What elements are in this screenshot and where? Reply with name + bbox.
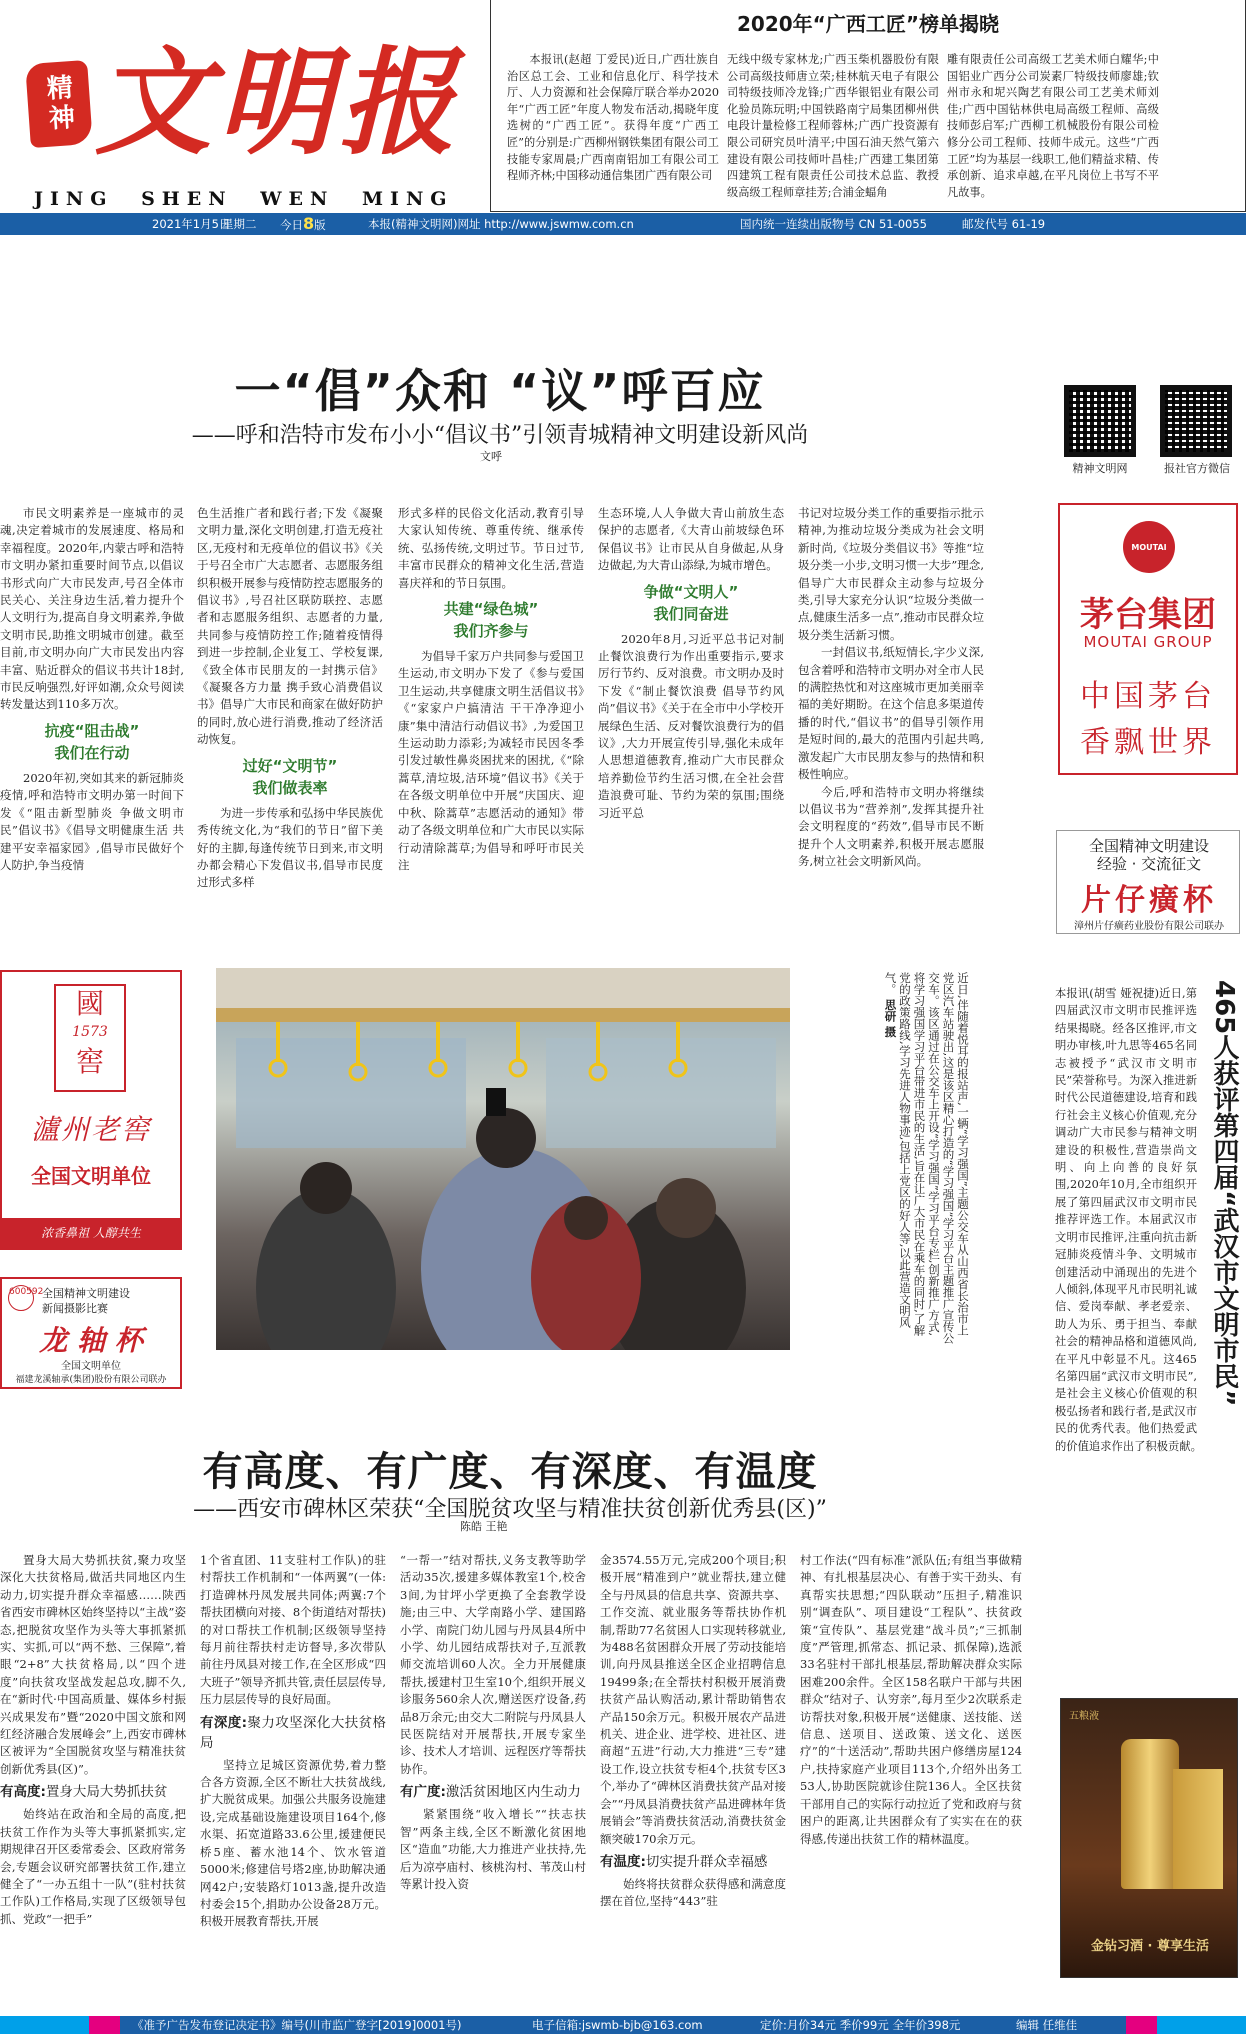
story1-sub-heading-2: 过好“文明节” 我们做表率 — [242, 756, 338, 797]
ad-luzhou — [0, 970, 182, 1250]
footer-ad-reg: 《准予广告发布登记决定书》编号(川市监广登字[2019]0001号) — [132, 2018, 462, 2032]
ad-pianzai — [1056, 830, 1240, 934]
longzhou-honor: 全国文明单位 — [61, 1361, 121, 1372]
story1-byline: 文呼 — [480, 450, 502, 463]
luzhou-brand: 瀘州老窖 — [30, 1113, 151, 1146]
ad-longzhou — [0, 1277, 182, 1389]
issue-date: 2021年1月5日 — [152, 217, 231, 231]
masthead-seal — [25, 60, 93, 148]
story2-col-2: 1个省直团、11支驻村工作队)的驻村帮扶工作机制和“一体两翼”(一体:打造碑林丹凤发展共同体;两翼:7个帮扶团横向对接、8个街道结对帮扶)的对口帮扶工作机制;区级领导坚持每月前往帮扶村走访督导,多次带队前往丹凤县对接工作,在全区形成“四大班子”领导齐抓共管,责任层层传导,压力层层传导的良好局面。 有深度:聚力攻坚深化大扶贫格局 坚持立足城区资源优势,着力整合各方资源,全区不断壮大扶贫战线,扩大脱贫成果。加强公共服务设施建设,完成基础设施建设项目164个,修水渠、拓宽道路33.6公里,援建便民桥5座、蓄水池14个、饮水管道5000米;修建信号塔2座,协助解决通网42户;安装路灯1013盏,提升改造村委会15个,捐助办公设备28万元。积极开展教育帮扶,开展 — [200, 1553, 386, 1929]
ad-moutai — [1058, 503, 1238, 775]
pianzai-name: 片仔癀杯 — [1081, 883, 1217, 918]
masthead-title: 文明报 — [95, 35, 461, 171]
footer-editor: 编辑 任维佳 — [1016, 2018, 1078, 2032]
pianzai-line-2: 经验 · 交流征文 — [1096, 855, 1202, 873]
longzhou-line-2: 新闻摄影比赛 — [42, 1302, 108, 1315]
cn-number: 国内统一连续出版物号 CN 51-0055 — [740, 217, 927, 231]
sidebar-wuhan-title: 465人获评第四届“武汉市文明市民” — [1209, 980, 1239, 1407]
longzhou-name: 龙 轴 杯 — [39, 1324, 143, 1357]
liquor-tag: 五粮液 — [1069, 1711, 1099, 1722]
story2-sub-heading-4: 有温度:切实提升群众幸福感 — [600, 1853, 768, 1870]
sidebar-wuhan-text: 本报讯(胡雪 娅祝捷)近日,第四届武汉市文明市民推评选结果揭晓。经各区推评,市文明办审核,叶九思等465名同志被授予“武汉市文明市民”荣誉称号。为深入推进新时代公民道德建设,培育和践行社会主义核心价值观,充分调动广大市民参与精神文明建设的积极性,营造崇尚文明、向上向善的良好氛围,2020年10月,全市组织开展了第四届武汉市文明市民推荐评选工作。本届武汉市文明市民推评,注重向抗击新冠肺炎疫情斗争、文明城市创建活动中涌现出的先进个人倾斜,体现平凡市民明礼诚信、爱岗奉献、孝老爱亲、助人为乐、勇于担当、奉献社会的精神品格和道德风尚,在平凡中彰显不凡。这465名第四届“武汉市文明市民”,是社会主义核心价值观的积极弘扬者和践行者,是武汉市民的优秀代表。他们热爱武 — [1055, 987, 1197, 1436]
photo-credit: 思研 摄 — [883, 998, 898, 1038]
moutai-emblem: MOUTAI — [1123, 521, 1175, 573]
story1-subtitle: ——呼和浩特市发布小小“倡议书”引领青城精神文明建设新风尚 — [191, 423, 809, 448]
pianzai-company: 漳州片仔癀药业股份有限公司联办 — [1074, 921, 1224, 932]
longzhou-logo: 600592 — [8, 1285, 34, 1311]
luzhou-band: 浓香鼻祖 人醇共生 — [2, 1218, 180, 1248]
pianzai-line-1: 全国精神文明建设 — [1088, 837, 1209, 855]
masthead-pinyin: JING SHEN WEN MING — [34, 188, 454, 210]
luzhou-honor: 全国文明单位 — [31, 1164, 151, 1188]
top-news-col-3: 雕有限责任公司高级工艺美术师白耀华;中国铝业广西分公司炭素厂特级技师廖雄;钦州市永和坭兴陶艺有限公司工艺美术师刘佳;广西中国钻林供电局高级工程师、高级技师彭启军;广西柳工机械股份有限公司检修分公司工程师、技师牛成元。这些“广西工匠”均为基层一线职工,他们精益求精、传承创新、追求卓越,在平凡岗位上书写不平凡故事。 — [947, 53, 1159, 199]
moutai-slogan-2: 香飘世界 — [1080, 725, 1216, 760]
story1-col-3: 形式多样的民俗文化活动,教育引导大家认知传统、尊重传统、继承传统、弘扬传统,文明过节。节日过节,丰富市民群众的精神文化生活,营造喜庆祥和的节日氛围。 共建“绿色城” 我们齐参与 为倡导千家万户共同参与爱国卫生运动,市文明办下发了《参与爱国卫生运动,共享健康文明生活倡议书》《“家家户户搞清洁 干干净净迎小康”集中清洁行动倡议书》,为爱国卫生运动助力添彩;为减轻市民因冬季引发过敏性鼻炎困扰来的困扰,《“除蒿草,清垃圾,洁环境”倡议书》《关于在各级文明单位中开展“庆国庆、迎中秋、除蒿草”志愿活动的通知》带动了各级文明单位和广大市民以实际行动清除蒿草;为倡导和呼吁市民关注 — [398, 506, 584, 872]
story1-col-5: 书记对垃圾分类工作的重要指示批示精神,为推动垃圾分类成为社会文明新时尚,《垃圾分类倡议书》等推“垃圾分类一小步,文明习惯一大步”理念,倡导广大市民群众主动参与垃圾分类,引导大家充分认识“垃圾分类做一点,健康生活多一点”,推动市民群众垃圾分类生活新习惯。 一封倡议书,纸短情长,字少义深,包含着呼和浩特市文明办对全市人民的满腔热忱和对这座城市更加美丽幸福的美好期盼。在这个信息多渠道传播的时代,“倡议书”的倡导引领作用是短时间的,最大的范围内引起共鸣,激发起广大市民朋友参与的热情和积极性响应。 今后,呼和浩特市文明办将继续以倡议书为“营养剂”,发挥其提升社会文明程度的“药效”,倡导市民不断提升个人文明素养,积极开展志愿服务,树立社会文明新风尚。 — [798, 506, 984, 869]
story2-sub-heading-1: 有高度:置身大局大势抓扶贫 — [0, 1784, 168, 1801]
story2-title: 有高度、有广度、有深度、有温度 — [202, 1449, 818, 1495]
story1-col-1: 市民文明素养是一座城市的灵魂,决定着城市的发展速度、格局和幸福程度。2020年,内蒙古呼和浩特市文明办紧扣重要时间节点,以倡议书形式向广大市民发声,号召全体市民关心、关注身边生活,着力提升个人文明行为,提高自身文明素养,争做文明市民,助推文明城市创建。截至目前,市文明办向广大市民发出内容丰富、贴近群众的倡议书共计18封,市民反响强烈,好评如潮,众众号阅读转发量达到110多万次。 抗疫“阻击战” 我们在行动 2020年初,突如其来的新冠肺炎疫情,呼和浩特市文明办第一时间下发《“阻击新型肺炎 争做文明市民”倡议书》《倡导文明健康生活 共建平安幸福家园》,倡导市民做好个人防护,争当疫情 — [0, 506, 184, 872]
liquor-box — [1173, 1769, 1223, 1889]
top-news-col-2: 无线中级专家林龙;广西玉柴机器股份有限公司高级技师唐立荣;桂林航天电子有限公司特级技师冷龙锋;广西华银铝业有限公司化验员陈玩明;中国铁路南宁局集团柳州供电段计量检修工程师蓉林;广西广投资源有限公司研究员叶清平;中国石油天然气第六建设有限公司技师叶昌桂;广西建工集团第四建筑工程有限责任公司技术总监、教授级高级工程师章挂芳;合浦金蝠角 — [727, 53, 939, 199]
website-url[interactable]: 本报(精神文明网)网址 http://www.jswmw.com.cn — [368, 217, 634, 231]
story1-sub-heading-4: 争做“文明人” 我们同奋进 — [643, 582, 739, 623]
longzhou-line-1: 全国精神文明建设 — [42, 1287, 130, 1300]
sidebar-wuhan-text-cont: 的价值追求作出了积极贡献。 — [1055, 1440, 1202, 1453]
footer-price: 定价:月价34元 季价99元 全年价398元 — [760, 2018, 961, 2032]
photo-caption-text: 近日,伴随着悦耳的报站声,一辆“学习强国”主题公交车从山西省长治市上党区汽车站驶出,这是该区精心打造的“学习强国”学习平台主题推广宣传公交车。该区通过在公交车上开设“学习强国”学习平台专栏,创新推广方式,将学习强国学习平台带进市民的生活,旨在让广大市民在乘车的同时,了解党的政策路线,学习先进人物事迹,包括上党区的好人等,以此营造文明风气。 — [883, 972, 970, 1344]
qr-left-label: 精神文明网 — [1072, 462, 1128, 475]
seal-text: 精神 — [41, 73, 76, 136]
issue-weekday: 星期二 — [222, 217, 257, 231]
qr-left — [1064, 385, 1136, 457]
story1-sub-heading-3: 共建“绿色城” 我们齐参与 — [443, 600, 539, 641]
post-code: 邮发代号 61-19 — [962, 217, 1046, 231]
story2-byline: 陈皓 王艳 — [460, 1520, 508, 1533]
top-news-box — [490, 0, 1246, 212]
story2-col-4: 金3574.55万元,完成200个项目;积极开展“精准到户”就业帮扶,建立健全与丹凤县的信息共享、资源共享、工作交流、就业服务等帮扶协作机制,帮助77名贫困人口实现转移就业,为488名贫困群众开展了劳动技能培训,向丹凤县推送全区企业招聘信息19499条;在全帮扶村积极开展消费扶贫产品认购活动,累计帮助销售农产品150余万元。积极开展农产品进机关、进企业、进学校、进社区、进商超“五进”行动,大力推进“三专”建设工作,设立扶贫专柜4个,扶贫专区3个,举办了“碑林区消费扶贫产品对接会”“丹凤县消费扶贫产品进碑林年货展销会”等消费扶贫活动,消费扶贫金额突破170余万元。 有温度:切实提升群众幸福感 始终将扶贫群众获得感和满意度摆在首位,坚持“443”驻 — [600, 1553, 786, 1909]
top-news-col-1: 本报讯(赵超 丁爱民)近日,广西壮族自治区总工会、工业和信息化厅、科学技术厅、人力资源和社会保障厅联合举办2020年“广西工匠”年度人物发布活动,揭晓年度选树的“广西工匠”。获得年度“广西工匠”的分别是:广西柳州钢铁集团有限公司工技能专家周晨;广西南南铝加工有限公司工程师齐林;中国移动通信集团广西有限公司 — [507, 53, 719, 183]
photo-caption — [820, 972, 970, 1344]
bus-photo-svg — [216, 968, 790, 1350]
story1-sub-heading-1: 抗疫“阻击战” 我们在行动 — [44, 721, 140, 762]
qr-right-label: 报社官方微信 — [1164, 462, 1230, 475]
luzhou-seal-bottom: 窖 — [75, 1045, 104, 1078]
story2-sub-heading-2: 有深度:聚力攻坚深化大扶贫格局 — [200, 1714, 386, 1751]
luzhou-seal-year: 1573 — [72, 1024, 108, 1040]
longzhou-company: 福建龙溪轴承(集团)股份有限公司联办 — [15, 1375, 167, 1385]
story1-col-4: 生态环境,人人争做大青山前放生态保护的志愿者,《大青山前坡绿色环保倡议书》让市民从自身做起,从身边做起,为大青山添绿,为城市增色。 争做“文明人” 我们同奋进 2020年8月,习近平总书记对制止餐饮浪费行为作出重要指示,要求厉行节约、反对浪费。市文明办及时下发《“制止餐饮浪费 倡导节约风尚”倡议书》《关于在全市中小学校开展绿色生活、反对餐饮浪费行为的倡议》,大力开展宣传引导,强化未成年人思想道德教育,推动广大市民群众培养勤俭节约生活习惯,在全社会营造浪费可耻、节约为荣的氛围;围绕习近平总 — [598, 506, 784, 820]
liquor-bottle — [1121, 1739, 1179, 1889]
footer-email[interactable]: 电子信箱:jswmb-bjb@163.com — [532, 2018, 703, 2032]
moutai-name-cn: 茅台集团 — [1080, 595, 1216, 635]
story2-col-1: 置身大局大势抓扶贫,聚力攻坚深化大扶贫格局,做活共同地区内生动力,切实提升群众幸福感……陕西省西安市碑林区始终坚持以“主战”姿态,把脱贫攻坚作为头等大事抓紧抓实、实抓,可以“两不愁、三保障”,着眼“2+8”大扶贫格局,以“四个进度”向扶贫攻坚战发起总攻,脚不久,在“新时代·中国高质量、媒体乡村振兴成果发布”暨“2020中国文旅和网红经济融合发展峰会”上,西安市碑林区被评为“全国脱贫攻坚与精准扶贫创新优秀县(区)”。 有高度:置身大局大势抓扶贫 始终站在政治和全局的高度,把扶贫工作作为头等大事抓紧抓实,定期规律召开区委常委会、区政府常务会,专题会议研究部署扶贫工作,建立健全了“一办五组十一队”(驻村扶贫工作队)工作格局,实现了区级领导包抓、党政“一把手” — [0, 1553, 186, 1926]
bus-photo — [216, 968, 790, 1350]
ad-liquor — [1060, 1698, 1238, 1978]
story2-sub-heading-3: 有广度:激活贫困地区内生动力 — [400, 1784, 581, 1801]
top-news-title: 2020年“广西工匠”榜单揭晓 — [737, 12, 999, 36]
moutai-slogan-1: 中国茅台 — [1080, 679, 1216, 714]
qr-right — [1160, 385, 1232, 457]
luzhou-seal — [54, 984, 126, 1092]
pages-count: 今日8版 — [280, 214, 326, 233]
story2-subtitle: ——西安市碑林区荣获“全国脱贫攻坚与精准扶贫创新优秀县(区)” — [193, 1497, 827, 1522]
moutai-name-en: MOUTAI GROUP — [1083, 633, 1213, 651]
liquor-slogan: 金钻习酒 · 尊享生活 — [1091, 1939, 1209, 1954]
info-bar — [0, 213, 1246, 235]
story2-col-3: “一帮一”结对帮扶,义务支教等助学活动35次,援建多媒体教室1个,校舍3间,为甘坪小学更换了全套教学设施;由三中、大学南路小学、建国路小学、南院门幼儿园与丹凤县4所中小学、幼儿园结成帮扶对子,互派教师交流培训60人次。全力开展健康帮扶,援建村卫生室10个,组织开展义诊服务560余人次,赠送医疗设备,药品8万余元;由交大二附院与丹凤县人民医院结对开展帮扶,开展专家坐诊、技术人才培训、远程医疗等帮扶协作。 有广度:激活贫困地区内生动力 紧紧围绕“收入增长”“扶志扶智”两条主线,全区不断激化贫困地区“造血”功能,大力推进产业扶持,先后为凉亭庙村、核桃沟村、苇茂山村等累计投入资 — [400, 1553, 586, 1891]
footer-bar — [120, 2016, 1126, 2034]
story1-title: 一“倡”众和 “议”呼百应 — [234, 364, 766, 418]
story2-col-5: 村工作法(“四有标准”派队伍;有组当事做精神、有扎根基层决心、有善于实干劲头、有真帮实扶思想;“四队联动”压担子,精准识别“调查队”、项目建设“工程队”、扶贫政策“宣传队”、基层党建“战斗员”;“三抓制度”严管理,抓常态、抓记录、抓保障),选派33名驻村干部扎根基层,帮助解决群众实际困难200余件。全区158名联户干部与共困群众“结对子、认穷亲”,每月至少2次联系走访帮扶对象,积极开展“送健康、送技能、送信息、送项目、送政策、送文化、送医疗”的“十送活动”,帮助共困户修缮房屋124户,扶持家庭产业项目113个,介绍外出务工53人,协助医院就诊住院136人。全区扶贫干部用自己的实际行动拉近了党和政府与贫困户的距离,让共困群众有了实实在在的获得感,传递出扶贫工作的精林温度。 — [800, 1553, 1022, 1846]
masthead — [0, 0, 480, 210]
luzhou-seal-top: 國 — [75, 987, 104, 1020]
story1-col-2: 色生活推广者和践行者;下发《凝聚文明力量,深化文明创建,打造无疫社区,无疫村和无疫单位的倡议书》《关于号召全市广大志愿者、志愿服务组织积极开展参与疫情防控志愿服务的倡议书》,号召社区联防联控、志愿者和志愿服务组织、志愿者的力量,共同参与疫情防控工作;随着疫情得到进一步控制,企业复工、学校复课,《致全体市民朋友的一封携示信》《凝聚各方力量 携手致心消费倡议书》倡导广大市民和商家在做好防护的同时,放心进行消费,推动了经济活动恢复。 过好“文明节” 我们做表率 为进一步传承和弘扬中华民族优秀传统文化,为“我们的节日”留下美好的主脚,每逢传统节日到来,市文明办都会精心下发倡议书,倡导市民度过形式多样 — [197, 506, 383, 890]
